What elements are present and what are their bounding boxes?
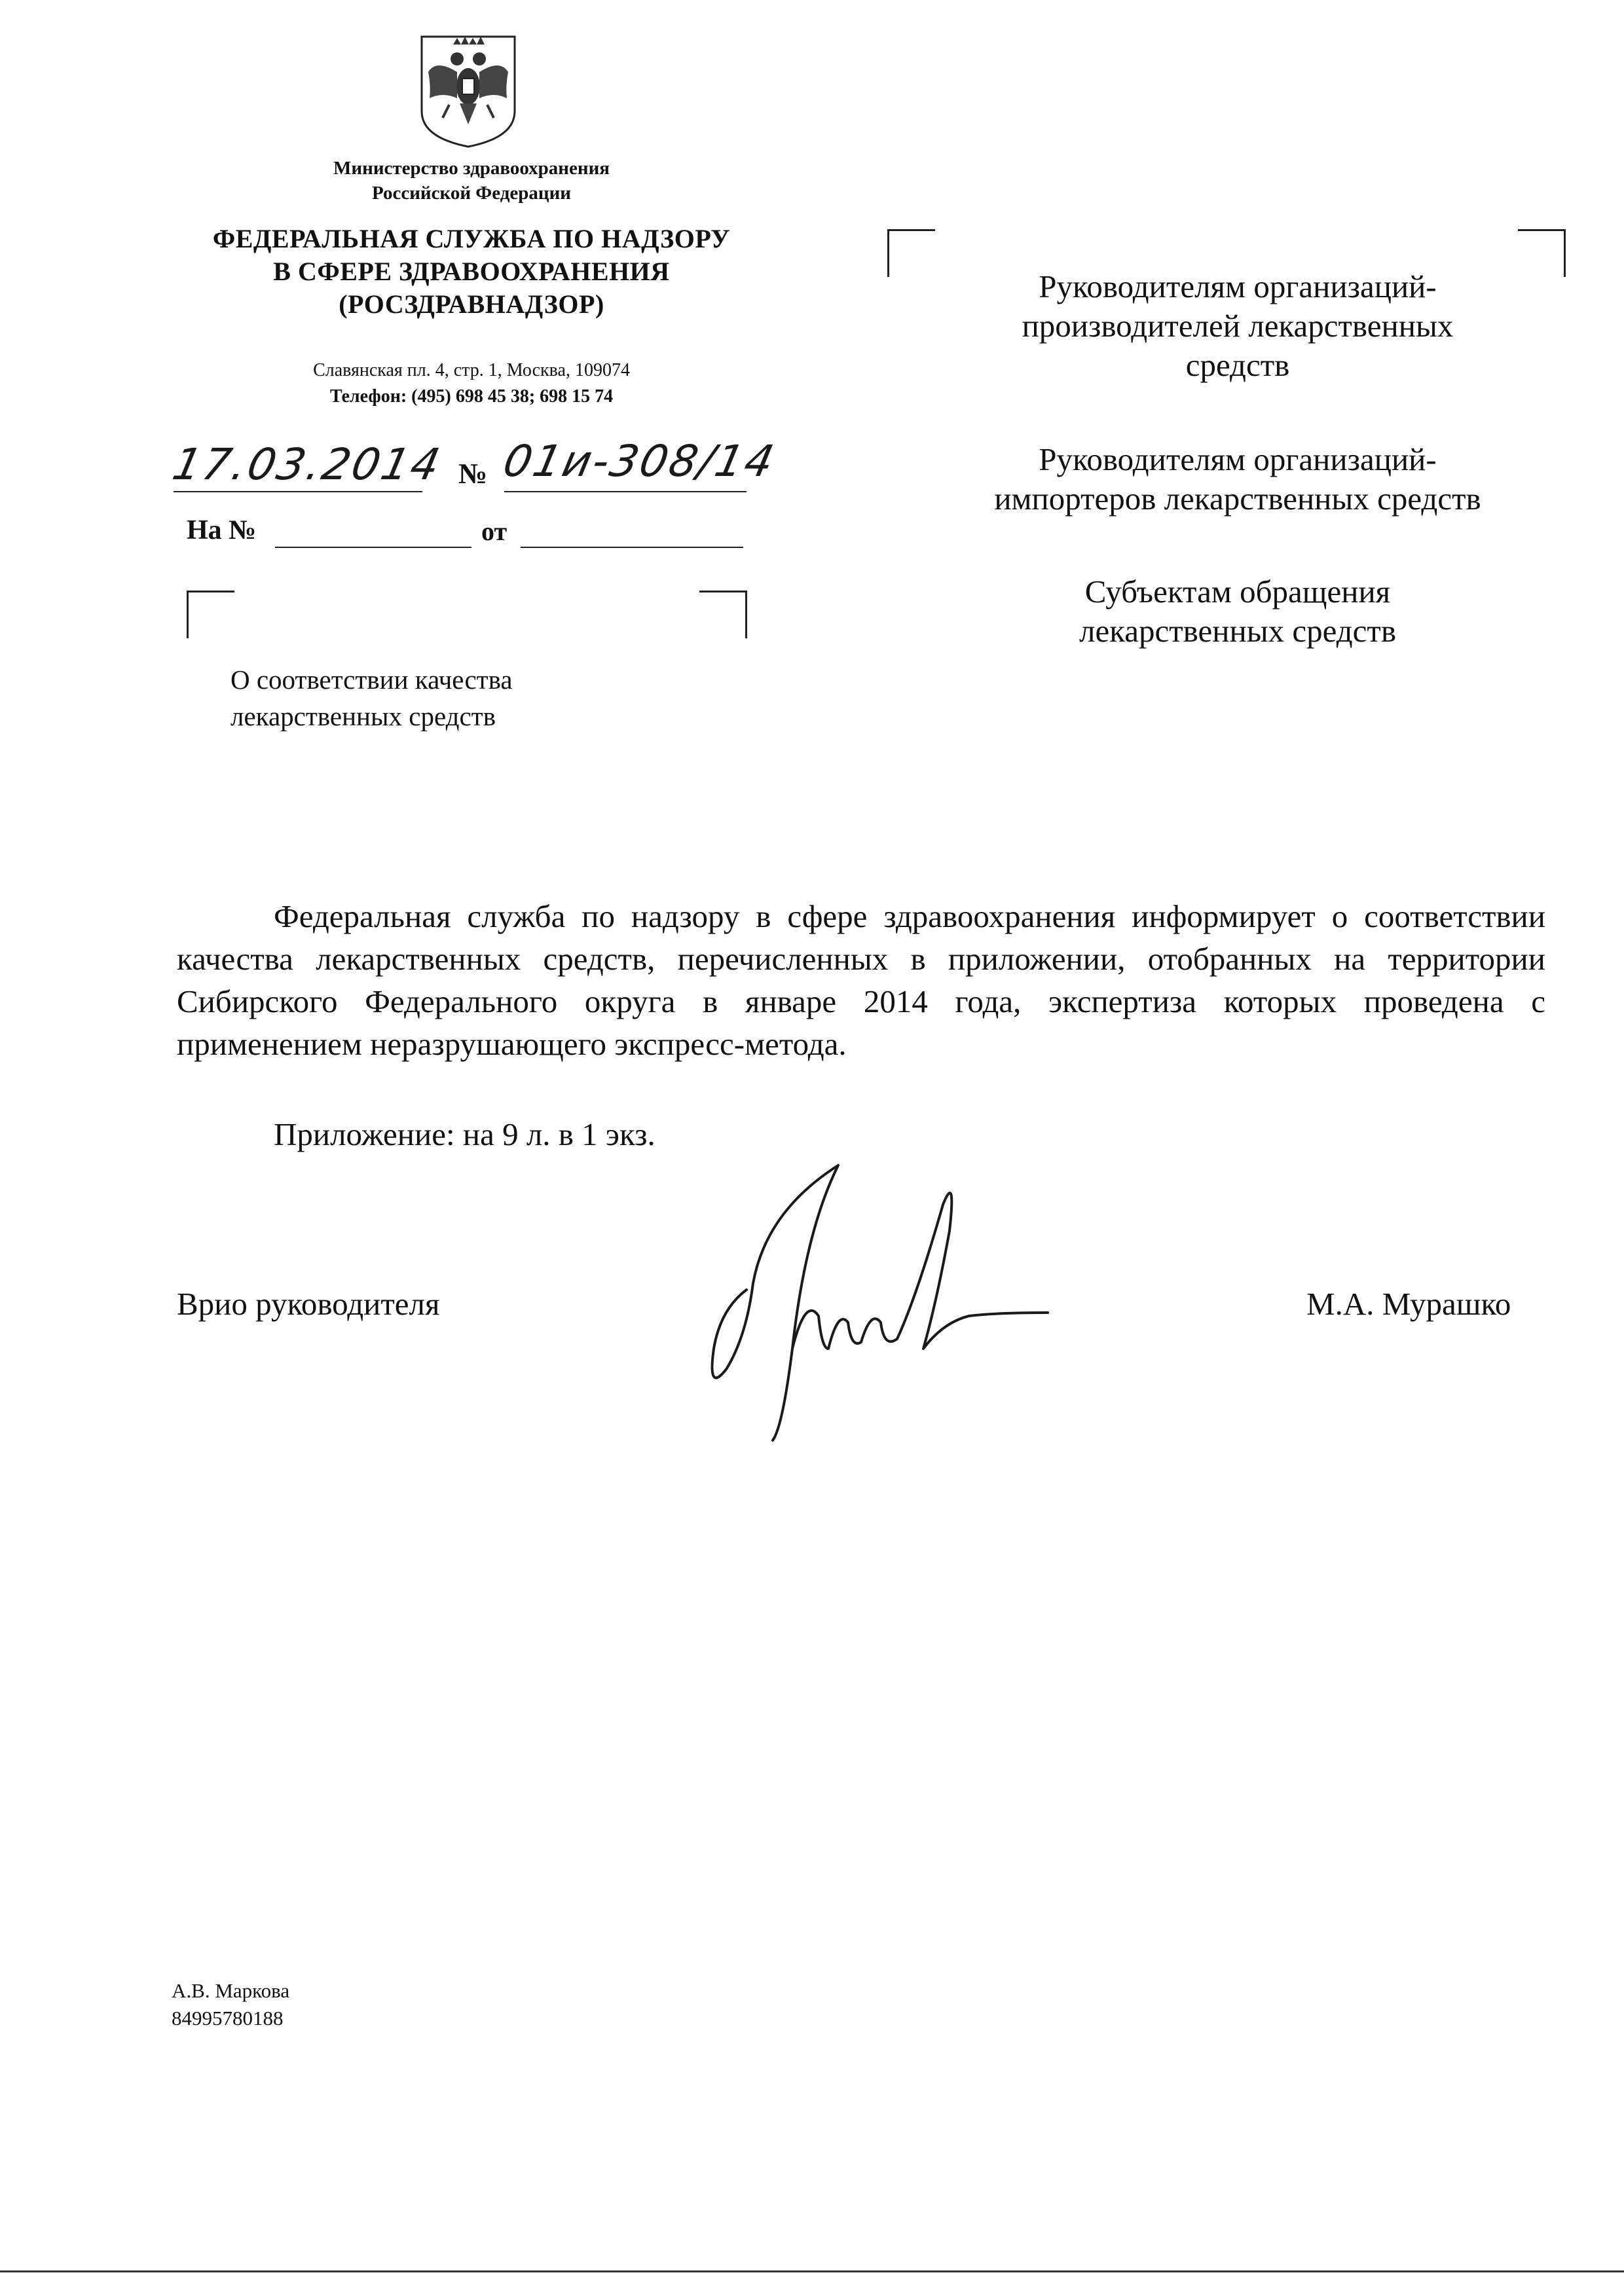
signatory-name: М.А. Мурашко [1306, 1286, 1511, 1322]
coat-of-arms-emblem [416, 33, 520, 149]
addressee-2-line-2: импортеров лекарственных средств [994, 481, 1481, 517]
addressee-3-line-2: лекарственных средств [1079, 613, 1396, 649]
subject-line-2: лекарственных средств [231, 701, 496, 731]
registration-number: 01и-308/14 [498, 436, 781, 486]
reply-number-line [275, 547, 471, 548]
subject-bracket-right [699, 591, 747, 638]
page-bottom-line [0, 2270, 1624, 2272]
ministry-line-2: Российской Федерации [371, 183, 571, 204]
ministry-line-1: Министерство здравоохранения [333, 158, 610, 179]
addressee-2-line-1: Руководителям организаций- [1039, 441, 1437, 477]
ministry-name [249, 156, 694, 206]
service-line-3: (РОСЗДРАВНАДЗОР) [339, 289, 604, 319]
number-label: № [458, 458, 488, 490]
subject-line-1: О соответствии качества [231, 665, 513, 695]
signatory-position: Врио руководителя [177, 1286, 440, 1322]
addressee-1-line-2: производителей лекарственных [1022, 308, 1454, 344]
service-line-2: В СФЕРЕ ЗДРАВООХРАНЕНИЯ [273, 257, 670, 286]
attachment-note: Приложение: на 9 л. в 1 экз. [274, 1116, 655, 1152]
reply-to-label: На № [187, 515, 257, 545]
from-label: от [481, 517, 507, 546]
addressee-group-3 [917, 572, 1559, 651]
addressee-group-2 [917, 440, 1559, 519]
handwritten-signature [707, 1152, 1074, 1460]
addressee-1-line-1: Руководителям организаций- [1039, 268, 1437, 304]
date-underline [174, 491, 422, 492]
executor-name: А.В. Маркова [172, 1979, 290, 2002]
addressee-1-line-3: средств [1185, 347, 1290, 383]
executor-phone: 84995780188 [172, 2007, 284, 2030]
executor-block [172, 1977, 289, 2032]
phone-line: Телефон: (495) 698 45 38; 698 15 74 [329, 386, 614, 407]
address-line: Славянская пл. 4, стр. 1, Москва, 109074 [313, 360, 630, 380]
from-date-line [521, 547, 743, 548]
letter-subject [231, 661, 513, 735]
number-underline [504, 491, 747, 492]
service-line-1: ФЕДЕРАЛЬНАЯ СЛУЖБА ПО НАДЗОРУ [212, 224, 731, 253]
service-name [164, 223, 779, 321]
subject-bracket-left [187, 591, 234, 638]
addressee-3-line-1: Субъектам обращения [1084, 574, 1391, 610]
contact-block [216, 357, 727, 410]
addressee-group-1 [917, 267, 1559, 385]
body-paragraph: Федеральная служба по надзору в сфере здравоохранения информирует о соответствии качества лекарственных средств, перечисленных в приложении, отобранных на территории Сибирского Федерального округа в январе 2014 года, экспертиза которых проведена с применением неразрушающего экспресс-метода. [177, 898, 1545, 1062]
registration-date: 17.03.2014 [168, 439, 447, 490]
